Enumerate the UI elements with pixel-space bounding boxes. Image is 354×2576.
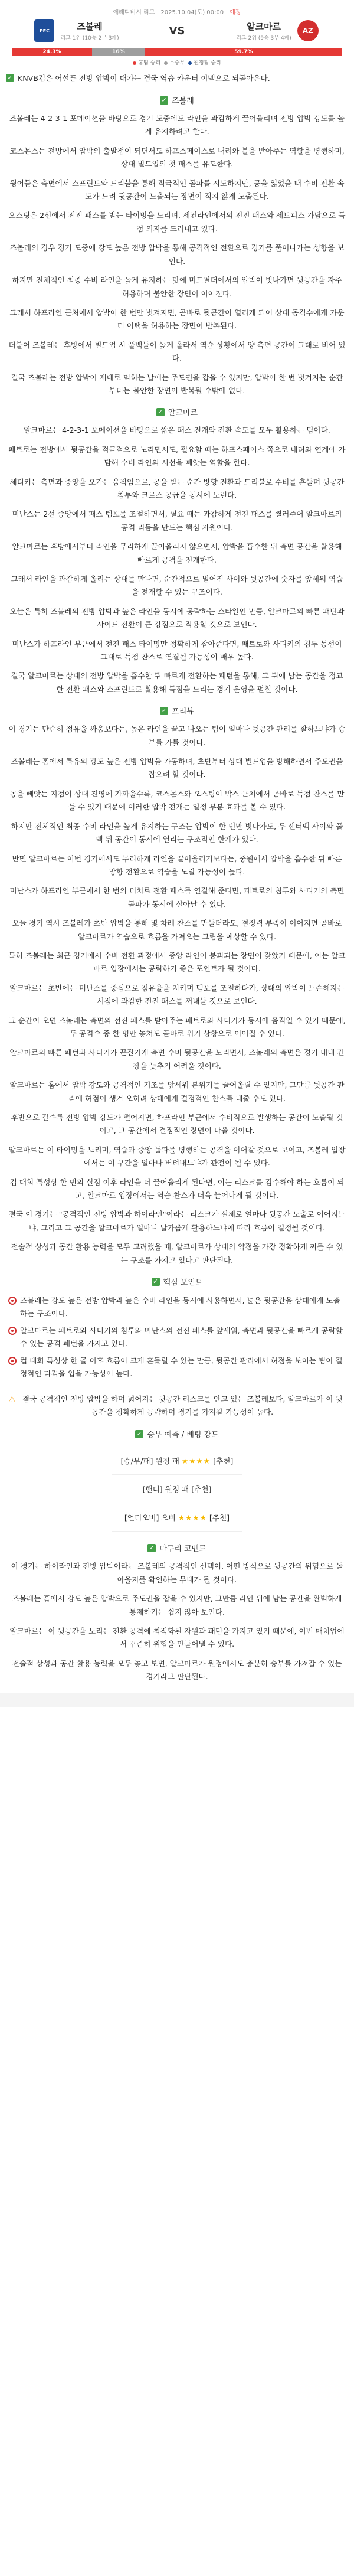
home-paragraphs	[0, 109, 354, 400]
home-team-record: 리그 1위 (10승 2무 3패)	[60, 35, 119, 41]
key-point	[8, 1294, 346, 1321]
key-points	[0, 1291, 354, 1387]
check-icon: ✓	[160, 707, 168, 715]
warning-icon: ⚠	[8, 1395, 16, 1405]
paragraph: 미난스가 하프라인 부근에서 전진 패스 타이밍만 정확하게 잡아준다면, 패트로와 사디키의 침투 동선이 그대로 득점 찬스로 연결될 가능성이 매우 높다.	[12, 639, 342, 662]
legend-home: 홈팀 승리	[138, 60, 161, 66]
pick-row	[112, 1475, 242, 1503]
paragraph: 코스몬스는 전방에서 압박의 출발점이 되면서도 하프스페이스로 내려와 볼을 받아주는 역할을 병행하며, 상대 빌드업의 첫 패스를 유도한다.	[9, 146, 345, 169]
pick-label: [승/무/패] 원정 패	[120, 1457, 179, 1466]
section-keys-title: 핵심 포인트	[163, 1278, 203, 1288]
pick-tag: [추천]	[209, 1513, 230, 1523]
rating-stars: ★★★★	[178, 1513, 207, 1523]
target-icon	[8, 1327, 17, 1335]
home-team	[18, 19, 136, 42]
home-team-name: 즈볼레	[77, 21, 103, 32]
paragraph: 특히 즈볼레는 최근 경기에서 수비 전환 과정에서 중앙 라인이 붕괴되는 장면이 잦았기 때문에, 이는 알크마르 입장에서는 공략하기 좋은 포인트가 될 것이다.	[8, 951, 346, 974]
paragraph: 전술적 상성과 공간 활용 능력을 모두 놓고 보면, 알크마르가 원정에서도 충분히 승부를 가져갈 수 있는 경기라고 판단된다.	[12, 1658, 342, 1682]
preview-paragraphs	[0, 720, 354, 1270]
paragraph: 즈볼레는 4-2-3-1 포메이션을 바탕으로 경기 도중에도 라인을 과감하게 끌어올리며 전방 압박 강도를 높게 유지하려고 한다.	[9, 114, 345, 136]
away-team-name: 알크마르	[247, 21, 281, 32]
warning-text: 결국 공격적인 전방 압박을 하며 넓어지는 뒷공간 리스크를 안고 있는 즈볼레보다, 알크마르가 이 뒷공간을 정확하게 공략하며 경기를 가져갈 가능성이 높다.	[22, 1394, 343, 1416]
pick-row	[112, 1447, 242, 1475]
section-comment	[0, 1532, 354, 1557]
paragraph: 알크마르는 후방에서부터 라인을 무리하게 끌어올리지 않으면서, 압박을 흡수한 뒤 측면 공간을 활용해 빠르게 공격을 전개한다.	[12, 542, 342, 564]
pick-label: [핸디] 원정 패	[142, 1485, 189, 1494]
paragraph: 공을 빼앗는 지점이 상대 진영에 가까울수록, 코스몬스와 오스팅이 박스 근처에서 곧바로 득점 찬스를 만들 수 있기 때문에 이러한 압박 전개는 일정 부분 효과를 볼 수 있다.	[9, 789, 345, 812]
away-paragraphs	[0, 421, 354, 699]
check-icon: ✓	[152, 1278, 160, 1286]
paragraph: 이 경기는 하이라인과 전방 압박이라는 즈볼레의 공격적인 선택이, 어떤 방식으로 뒷공간의 위험으로 돌아올지를 확인하는 무대가 될 것이다.	[11, 1562, 343, 1584]
check-icon: ✓	[135, 1430, 143, 1438]
rating-stars: ★★★★	[181, 1457, 211, 1466]
paragraph: 전술적 상성과 공간 활용 능력을 모두 고려했을 때, 알크마르가 상대의 약점을 가장 정확하게 찌를 수 있는 구조를 가지고 있다고 판단된다.	[11, 1242, 343, 1265]
check-icon: ✓	[148, 1544, 156, 1552]
warning-note	[0, 1388, 354, 1423]
section-keys	[0, 1270, 354, 1291]
teams-row	[4, 17, 350, 45]
match-datetime: 2025.10.04(토) 00:00	[160, 9, 224, 16]
key-point	[8, 1354, 346, 1381]
away-legend-dot-icon	[188, 61, 192, 65]
section-away-title: 알크마르	[168, 409, 198, 418]
section-comment-title: 마무리 코멘트	[159, 1545, 206, 1554]
paragraph: 패트로는 전방에서 뒷공간을 적극적으로 노리면서도, 필요할 때는 하프스페이스 쪽으로 내려와 연계에 가담해 수비 라인의 시선을 빼앗는 역할을 한다.	[8, 445, 346, 468]
vs-label: VS	[169, 24, 185, 37]
paragraph: 컵 대회 특성상 한 번의 실점 이후 라인을 더 끌어올리게 된다면, 이는 리스크를 감수해야 하는 흐름이 되고, 알크마르 입장에서는 역습 찬스가 더욱 늘어나게 될 것이다.	[9, 1177, 345, 1200]
paragraph: 결국 알크마르는 상대의 전방 압박을 흡수한 뒤 빠르게 전환하는 패턴을 통해, 그 뒤에 남는 공간을 정교한 전환 패스와 스프린트로 활용해 득점을 노리는 경기 운영을 펼칠 것이다.	[11, 671, 343, 694]
target-icon	[8, 1297, 17, 1305]
footer-band	[0, 1693, 354, 1707]
paragraph: 하지만 전체적인 최종 수비 라인을 높게 유지하는 탓에 미드필더에서의 압박이 빗나가면 뒷공간을 자주 허용하며 불안한 장면이 이어진다.	[12, 276, 342, 298]
picks-table	[112, 1447, 242, 1532]
paragraph: 그 순간이 오면 즈볼레는 측면의 전진 패스를 받아주는 패트로와 사디키가 동시에 움직일 수 있기 때문에, 두 공격수 중 한 명만 놓쳐도 곧바로 위기 상황으로 이어질 수 있다.	[8, 1016, 346, 1038]
key-point-text: 알크마르는 패트로와 사디키의 침투와 미난스의 전진 패스를 앞세워, 측면과 뒷공간을 빠르게 공략할 수 있는 공격 패턴을 가지고 있다.	[20, 1325, 343, 1349]
section-picks-title: 승부 예측 / 배팅 강도	[147, 1431, 219, 1440]
probability-legend	[4, 56, 350, 68]
home-legend-dot-icon	[133, 61, 136, 65]
key-point-text: 컵 대회 특성상 한 골 이후 흐름이 크게 흔들릴 수 있는 만큼, 뒷공간 관리에서 허점을 보이는 팀이 결정적인 타격을 입을 가능성이 높다.	[20, 1356, 343, 1379]
check-icon: ✓	[6, 74, 14, 82]
paragraph: 즈볼레는 홈에서 강도 높은 압박으로 주도권을 잡을 수 있지만, 그만큼 라인 뒤에 남는 공간을 완벽하게 통제하기는 쉽지 않아 보인다.	[12, 1594, 342, 1617]
paragraph: 결국 이 경기는 "공격적인 전방 압박과 하이라인"이라는 리스크가 실제로 얼마나 뒷공간 노출로 이어지느냐, 그리고 그 공간을 알크마르가 얼마나 날카롭게 활용하느냐에 따라 흐름이 결정될 것이다.	[8, 1210, 346, 1232]
page	[0, 4, 354, 1707]
pick-label: [언더오버] 오버	[124, 1513, 176, 1523]
paragraph: 알크마르는 이 타이밍을 노리며, 역습과 중앙 돌파를 병행하는 공격을 이어갈 것으로 보이고, 즈볼레 입장에서는 이 구간을 얼마나 버텨내느냐가 관건이 될 수 있다.	[8, 1145, 346, 1168]
paragraph: 알크마르는 홈에서 압박 강도와 공격적인 기조를 앞세워 분위기를 끌어올릴 수 있지만, 그만큼 뒷공간 관리에 허점이 생겨 오히려 상대에게 결정적인 찬스를 내줄 수도 있다.	[9, 1080, 345, 1103]
paragraph: 즈볼레는 홈에서 특유의 강도 높은 전방 압박을 가동하며, 초반부터 상대 빌드업을 방해하면서 주도권을 잡으려 할 것이다.	[11, 757, 343, 779]
away-crest-icon: AZ	[297, 20, 319, 41]
check-icon: ✓	[156, 408, 165, 416]
paragraph: 하지만 전체적인 최종 수비 라인을 높게 유지하는 구조는 압박이 한 번만 빗나가도, 두 센터백 사이와 풀백 뒤 공간이 동시에 열리는 구조적인 한계가 있다.	[11, 821, 343, 844]
pick-row	[112, 1503, 242, 1532]
section-preview-title: 프리뷰	[172, 707, 194, 717]
draw-legend-dot-icon	[164, 61, 168, 65]
home-crest-icon: PEC	[34, 19, 54, 42]
home-prob-segment: 24.3%	[12, 48, 92, 56]
paragraph: 오늘 경기 역시 즈볼레가 초반 압박을 통해 몇 차례 찬스를 만들더라도, 결정력 부족이 이어지면 곧바로 알크마르가 역습으로 흐름을 가져오는 그림을 예상할 수 있다.	[12, 919, 342, 941]
target-icon	[8, 1357, 17, 1365]
paragraph: 오스팅은 2선에서 전진 패스를 받는 타이밍을 노리며, 세컨라인에서의 전진 패스와 세트피스 가담으로 득점 의지를 드러내고 있다.	[8, 211, 346, 233]
paragraph: 후반으로 갈수록 전방 압박 강도가 떨어지면, 하프라인 부근에서 수비적으로 발생하는 공간이 노출될 것이고, 그 공간에서 결정적인 장면이 나올 것이다.	[11, 1113, 343, 1135]
legend-away: 원정팀 승리	[194, 60, 221, 66]
paragraph: 이 경기는 단순히 점유율 싸움보다는, 높은 라인을 끌고 나오는 팀이 얼마나 뒷공간 관리를 잘하느냐가 승부를 가를 것이다.	[8, 724, 346, 747]
match-status: 예정	[230, 9, 241, 16]
match-meta	[4, 4, 350, 17]
paragraph: 윙어들은 측면에서 스프린트와 드리블을 통해 적극적인 돌파를 시도하지만, 공을 잃었을 때 수비 전환 속도가 느려 뒷공간이 노출되는 장면이 적지 않게 노출된다.	[9, 178, 345, 201]
paragraph: 그래서 하프라인 근처에서 압박이 한 번만 벗겨지면, 곧바로 뒷공간이 열리게 되어 상대 공격수에게 카운터 어택을 허용하는 장면이 반복된다.	[9, 308, 345, 331]
paragraph: 세디키는 측면과 중앙을 오가는 움직임으로, 공을 받는 순간 방향 전환과 드리블로 수비를 흔들며 뒷공간 침투와 크로스 공급을 동시에 노린다.	[9, 477, 345, 499]
paragraph: 알크마르는 초반에는 미난스를 중심으로 점유율을 지키며 템포를 조절하다가, 상대의 압박이 느슨해지는 시점에 과감한 전진 패스를 꺼내들 것으로 보인다.	[9, 983, 345, 1006]
paragraph: 결국 즈볼레는 전방 압박이 제대로 먹히는 날에는 주도권을 잡을 수 있지만, 압박이 한 번 벗겨지는 순간부터는 불안한 장면이 반복될 수밖에 없다.	[11, 373, 343, 395]
paragraph: 미난스는 2선 중앙에서 패스 템포를 조절하면서, 필요 때는 과감하게 전진 패스를 찔러주어 알크마르의 공격 리듬을 만드는 핵심 자원이다.	[12, 510, 342, 532]
section-home	[0, 89, 354, 109]
away-team	[218, 20, 336, 41]
section-preview	[0, 699, 354, 720]
pick-tag: [추천]	[213, 1457, 234, 1466]
away-team-record: 리그 2위 (9승 3무 4패)	[236, 35, 291, 41]
intro-text: KNVB컵은 어설픈 전방 압박이 대가는 결국 역습 카운터 이맥으로 되돌아온다.	[18, 74, 270, 83]
paragraph: 반면 알크마르는 이번 경기에서도 무리하게 라인을 끌어올리기보다는, 중원에서 압박을 흡수한 뒤 빠른 방향 전환으로 역습을 노릴 가능성이 높다.	[12, 854, 342, 876]
section-away	[0, 400, 354, 421]
paragraph: 알크마르는 4-2-3-1 포메이션을 바탕으로 짧은 패스 전개와 전환 속도를 모두 활용하는 팀이다.	[24, 426, 330, 435]
league-name: 에레디비시 리그	[113, 9, 155, 16]
section-picks	[0, 1422, 354, 1443]
paragraph: 그래서 라인을 과감하게 올리는 상대를 만나면, 순간적으로 벌어진 사이와 뒷공간에 숫자를 앞세워 역습을 전개할 수 있는 구조이다.	[11, 574, 343, 597]
intro	[0, 68, 354, 89]
key-point	[8, 1324, 346, 1351]
paragraph: 오늘은 특히 즈볼레의 전방 압박과 높은 라인을 동시에 공략하는 스타일인 만큼, 알크마르의 빠른 패턴과 사이드 전환이 큰 강점으로 작용할 것으로 보인다.	[9, 606, 345, 629]
match-card	[4, 4, 350, 68]
paragraph: 즈볼레의 경우 경기 도중에 강도 높은 전방 압박을 통해 공격적인 전환으로 경기를 풀어나가는 성향을 보인다.	[9, 243, 345, 266]
pick-tag: [추천]	[191, 1485, 212, 1494]
check-icon: ✓	[160, 96, 168, 105]
win-probability-bar	[12, 48, 342, 56]
paragraph: 알크마르의 빠른 패턴과 사디키가 끈질기게 측면 수비 뒷공간을 노리면서, 즈볼레의 측면은 경기 내내 긴장을 늦추기 어려울 것이다.	[9, 1048, 345, 1070]
paragraph: 더불어 즈볼레는 후방에서 빌드업 시 풀백들이 높게 올라서 역습 상황에서 양 측면 공간이 그대로 비어 있다.	[8, 340, 346, 363]
comment-paragraphs	[0, 1557, 354, 1686]
key-point-text: 즈볼레는 강도 높은 전방 압박과 높은 수비 라인을 동시에 사용하면서, 넓은 뒷공간을 상대에게 노출하는 구조이다.	[20, 1296, 340, 1318]
away-prob-segment: 59.7%	[145, 48, 342, 56]
paragraph: 미난스가 하프라인 부근에서 한 번의 터치로 전환 패스를 연결해 준다면, 패트로의 침투와 사디키의 측면 돌파가 동시에 살아날 수 있다.	[9, 886, 345, 909]
section-home-title: 즈볼레	[172, 97, 194, 106]
draw-prob-segment: 16%	[92, 48, 145, 56]
paragraph: 알크마르는 이 뒷공간을 노리는 전환 공격에 최적화된 자원과 패턴을 가지고 있기 때문에, 이번 매치업에서 꾸준히 위협을 만들어낼 수 있다.	[9, 1626, 345, 1649]
legend-draw: 무승부	[169, 60, 185, 66]
